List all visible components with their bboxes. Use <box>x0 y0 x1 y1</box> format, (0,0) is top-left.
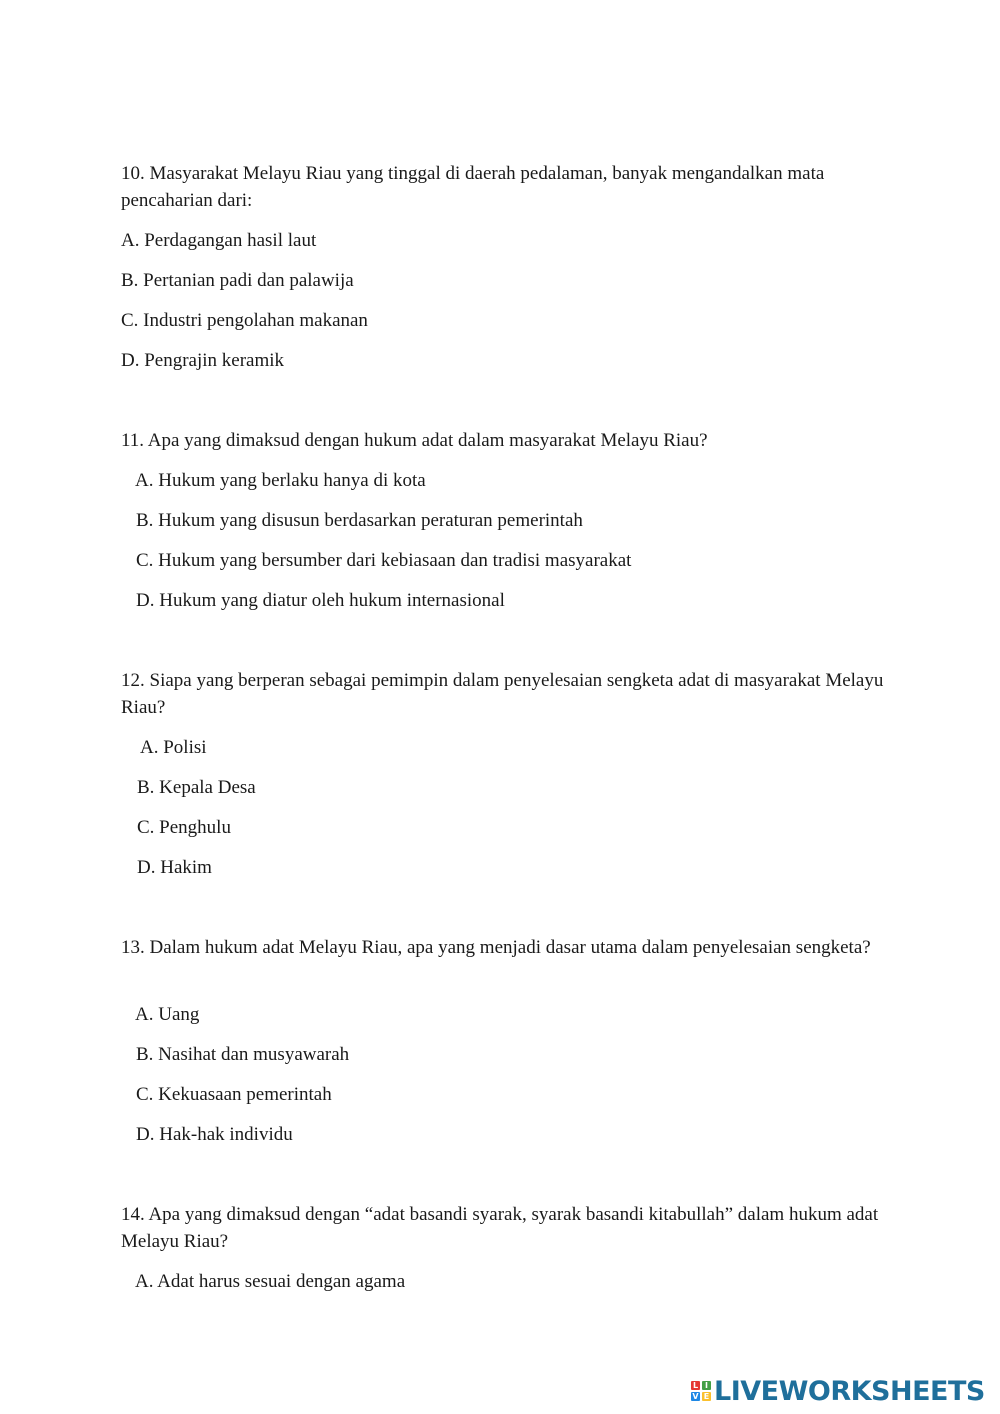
question-13-option-b[interactable]: B. Nasihat dan musyawarah <box>136 1044 350 1065</box>
question-11-text: 11. Apa yang dimaksud dengan hukum adat dalam masyarakat Melayu Riau? <box>121 430 708 451</box>
question-10-option-d[interactable]: D. Pengrajin keramik <box>121 350 285 371</box>
question-14-text: 14. Apa yang dimaksud dengan “adat basandi syarak, syarak basandi kitabullah” dalam hukum adat Melayu Riau? <box>121 1204 879 1252</box>
logo-text: LIVEWORKSHEETS <box>714 1375 985 1407</box>
logo-mark-letter: E <box>703 1392 710 1401</box>
logo-mark-letter: I <box>702 1381 711 1390</box>
question-12-option-c[interactable]: C. Penghulu <box>137 817 231 838</box>
logo-mark-letter: L <box>692 1381 699 1390</box>
question-10-option-b[interactable]: B. Pertanian padi dan palawija <box>121 270 354 291</box>
question-14-option-a[interactable]: A. Adat harus sesuai dengan agama <box>135 1271 406 1292</box>
question-11-option-d[interactable]: D. Hukum yang diatur oleh hukum internasional <box>136 590 505 611</box>
question-11-option-c[interactable]: C. Hukum yang bersumber dari kebiasaan dan tradisi masyarakat <box>136 550 632 571</box>
liveworksheets-logo <box>691 1376 985 1406</box>
question-13-option-d[interactable]: D. Hak-hak individu <box>136 1124 293 1145</box>
question-12-option-a[interactable]: A. Polisi <box>140 737 207 758</box>
logo-mark-letter: V <box>692 1392 699 1401</box>
question-10-option-a[interactable]: A. Perdagangan hasil laut <box>121 230 317 251</box>
question-12-option-d[interactable]: D. Hakim <box>137 857 212 878</box>
question-11-option-a[interactable]: A. Hukum yang berlaku hanya di kota <box>135 470 426 491</box>
logo-mark-icon <box>691 1381 711 1401</box>
question-13-text: 13. Dalam hukum adat Melayu Riau, apa yang menjadi dasar utama dalam penyelesaian sengketa? <box>121 937 871 958</box>
question-11-option-b[interactable]: B. Hukum yang disusun berdasarkan peraturan pemerintah <box>136 510 583 531</box>
question-13-option-c[interactable]: C. Kekuasaan pemerintah <box>136 1084 332 1105</box>
question-12-option-b[interactable]: B. Kepala Desa <box>137 777 256 798</box>
question-10-option-c[interactable]: C. Industri pengolahan makanan <box>121 310 368 331</box>
question-13-option-a[interactable]: A. Uang <box>135 1004 200 1025</box>
question-10-text: 10. Masyarakat Melayu Riau yang tinggal di daerah pedalaman, banyak mengandalkan mata pencaharian dari: <box>121 163 825 211</box>
question-12-text: 12. Siapa yang berperan sebagai pemimpin dalam penyelesaian sengketa adat di masyarakat Melayu Riau? <box>121 670 884 718</box>
